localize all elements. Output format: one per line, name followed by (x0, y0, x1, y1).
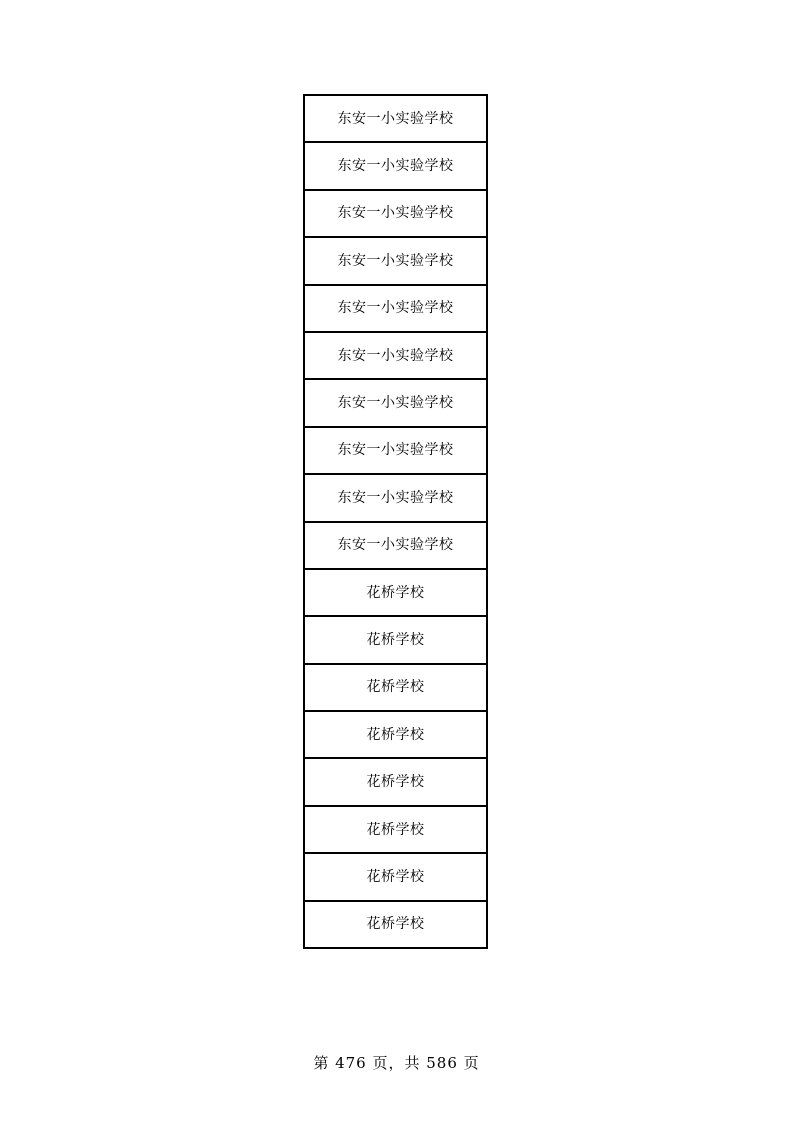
school-name-cell: 花桥学校 (304, 616, 487, 663)
table-row (304, 332, 487, 379)
table-row (304, 569, 487, 616)
school-name-cell: 花桥学校 (304, 806, 487, 853)
school-name-cell: 东安一小实验学校 (304, 285, 487, 332)
school-name-cell: 东安一小实验学校 (304, 237, 487, 284)
table-row (304, 237, 487, 284)
table-row (304, 806, 487, 853)
school-table-body (304, 95, 487, 948)
table-row (304, 427, 487, 474)
school-name-cell: 东安一小实验学校 (304, 427, 487, 474)
school-name-cell: 花桥学校 (304, 569, 487, 616)
page-indicator: 第 476 页，共 586 页 (313, 1054, 480, 1072)
school-name-cell: 东安一小实验学校 (304, 142, 487, 189)
school-name-cell: 花桥学校 (304, 901, 487, 948)
school-name-cell: 花桥学校 (304, 758, 487, 805)
table-row (304, 522, 487, 569)
school-table (303, 94, 488, 949)
table-row (304, 190, 487, 237)
school-name-cell: 东安一小实验学校 (304, 474, 487, 521)
table-row (304, 474, 487, 521)
school-name-cell: 东安一小实验学校 (304, 522, 487, 569)
school-name-cell: 花桥学校 (304, 711, 487, 758)
table-row (304, 285, 487, 332)
table-row (304, 142, 487, 189)
school-name-cell: 花桥学校 (304, 853, 487, 900)
table-row (304, 95, 487, 142)
page-footer (0, 1053, 793, 1073)
table-row (304, 379, 487, 426)
table-row (304, 853, 487, 900)
table-row (304, 758, 487, 805)
table-row (304, 711, 487, 758)
school-name-cell: 花桥学校 (304, 664, 487, 711)
school-name-cell: 东安一小实验学校 (304, 379, 487, 426)
table-row (304, 664, 487, 711)
table-row (304, 616, 487, 663)
school-name-cell: 东安一小实验学校 (304, 332, 487, 379)
school-name-cell: 东安一小实验学校 (304, 190, 487, 237)
table-row (304, 901, 487, 948)
school-name-cell: 东安一小实验学校 (304, 95, 487, 142)
